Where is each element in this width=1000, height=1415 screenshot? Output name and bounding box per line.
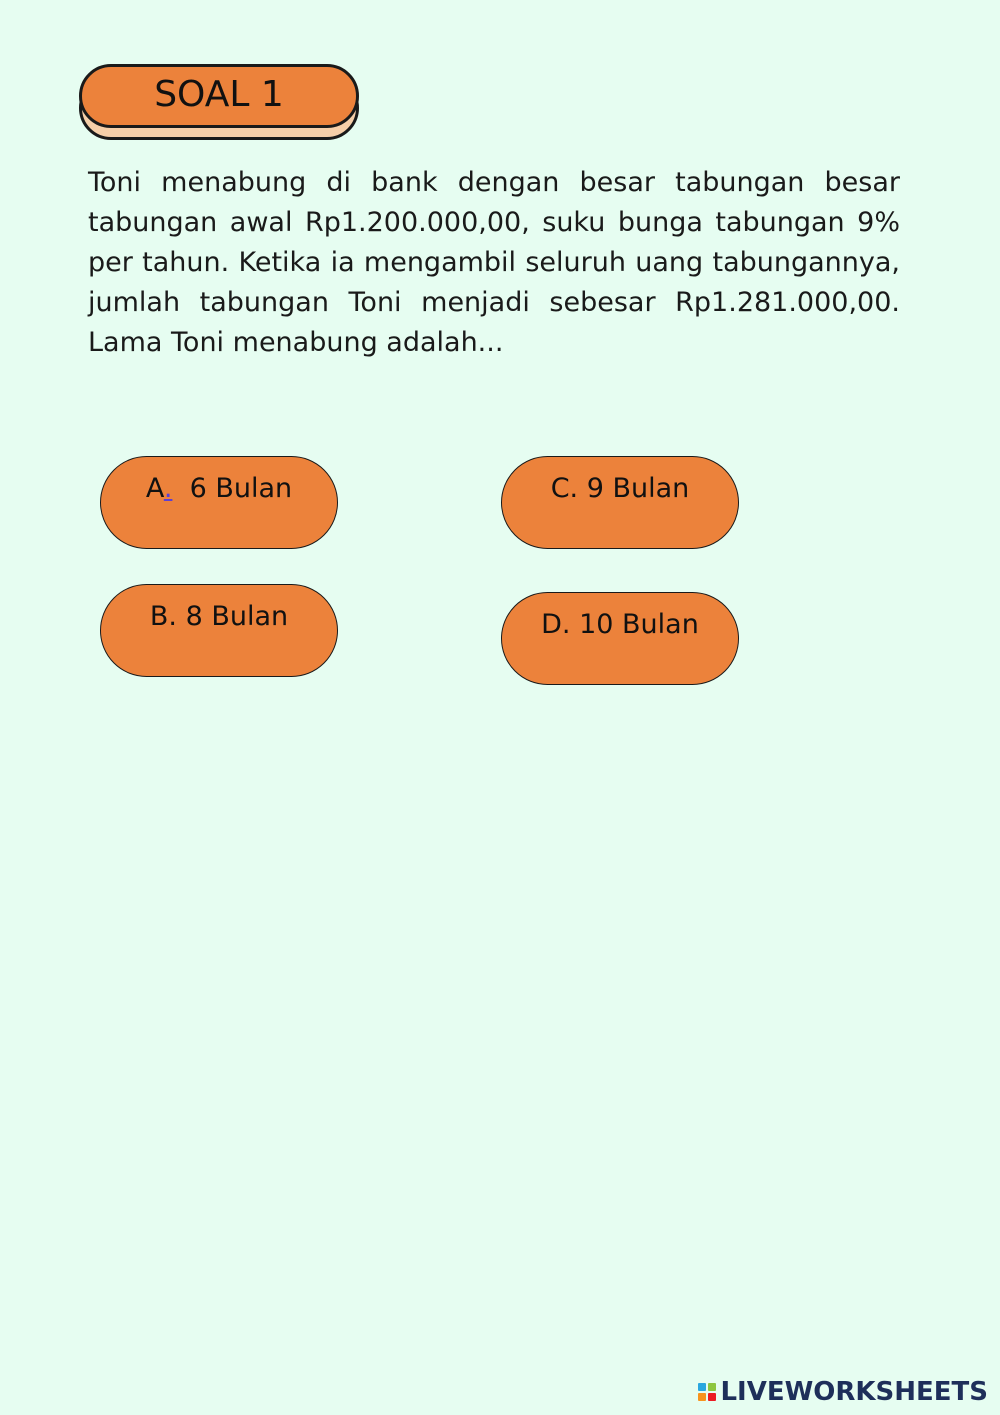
option-a-label <box>101 473 337 504</box>
liveworksheets-grid-icon <box>698 1383 716 1401</box>
footer-brand[interactable] <box>698 1377 988 1407</box>
option-c-label: C. 9 Bulan <box>550 473 690 504</box>
option-a-text: 6 Bulan <box>189 473 293 504</box>
option-a-letter: A <box>145 473 164 504</box>
brand-name: LIVEWORKSHEETS <box>720 1377 988 1407</box>
logo-square-4 <box>708 1393 716 1401</box>
logo-square-1 <box>698 1383 706 1391</box>
logo-square-2 <box>708 1383 716 1391</box>
title-badge <box>79 64 361 144</box>
option-a-button[interactable] <box>100 456 338 549</box>
logo-square-3 <box>698 1393 706 1401</box>
option-a-link[interactable]: . <box>163 473 173 504</box>
option-b-button[interactable] <box>100 584 338 677</box>
option-d-label: D. 10 Bulan <box>541 609 699 640</box>
question-text: Toni menabung di bank dengan besar tabungan besar tabungan awal Rp1.200.000,00, suku bunga tabungan 9% per tahun. Ketika ia mengambil seluruh uang tabungannya, jumlah tabungan Toni menjadi sebesar Rp1.281.000,00. Lama Toni menabung adalah... <box>88 167 900 358</box>
option-b-label: B. 8 Bulan <box>149 601 289 632</box>
page-title: SOAL 1 <box>154 74 284 115</box>
option-d-button[interactable] <box>501 592 739 685</box>
option-c-button[interactable] <box>501 456 739 549</box>
